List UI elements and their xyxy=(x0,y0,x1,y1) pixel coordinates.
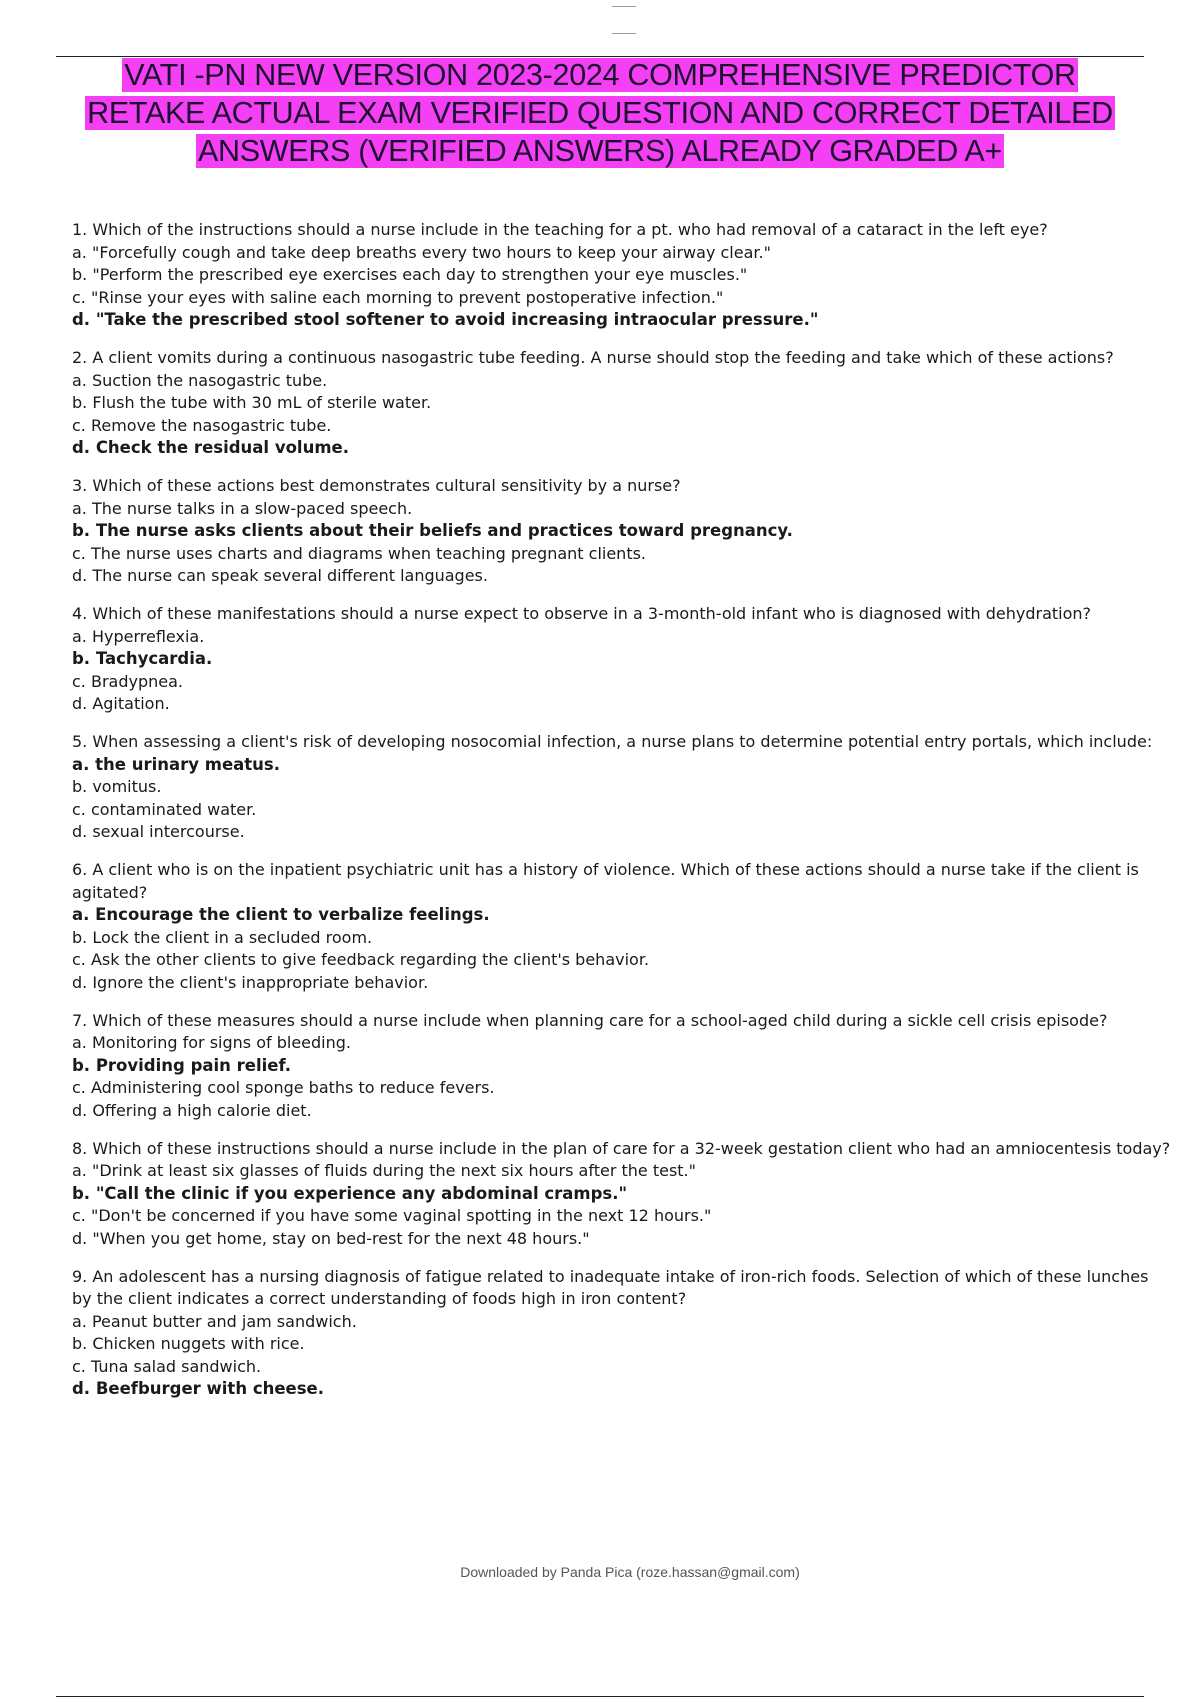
answer-option: b. Chicken nuggets with rice. xyxy=(72,1334,305,1353)
answer-option-correct: b. Tachycardia. xyxy=(72,649,213,668)
answer-option: d. sexual intercourse. xyxy=(72,822,245,841)
question-text: 4. Which of these manifestations should a nurse expect to observe in a 3-month-old infant who is diagnosed with dehydration? xyxy=(72,604,1092,623)
answer-option: c. Bradypnea. xyxy=(72,671,183,691)
question-block xyxy=(72,859,1172,994)
answer-option: d. Agitation. xyxy=(72,694,170,713)
question-text: 8. Which of these instructions should a nurse include in the plan of care for a 32-week gestation client who had an amniocentesis today? xyxy=(72,1138,1171,1158)
answer-option: c. Remove the nasogastric tube. xyxy=(72,415,332,435)
question-text: 6. A client who is on the inpatient psychiatric unit has a history of violence. Which of these actions should a nurse take if the client is agitated? xyxy=(72,860,1139,902)
answer-option: b. "Perform the prescribed eye exercises each day to strengthen your eye muscles." xyxy=(72,265,748,284)
answer-option: c. Tuna salad sandwich. xyxy=(72,1356,262,1376)
question-block xyxy=(72,1266,1172,1401)
answer-option: c. "Rinse your eyes with saline each morning to prevent postoperative infection." xyxy=(72,287,724,307)
question-block xyxy=(72,219,1172,332)
top-mark-line xyxy=(612,33,636,34)
answer-option: a. "Drink at least six glasses of fluids during the next six hours after the test." xyxy=(72,1161,696,1180)
question-block xyxy=(72,1138,1172,1251)
question-block xyxy=(72,347,1172,460)
question-list xyxy=(72,219,1172,1416)
answer-option: a. The nurse talks in a slow-paced speech. xyxy=(72,498,413,518)
answer-option-correct: d. "Take the prescribed stool softener to avoid increasing intraocular pressure." xyxy=(72,310,819,329)
answer-option: a. Monitoring for signs of bleeding. xyxy=(72,1033,351,1052)
question-text: 7. Which of these measures should a nurse include when planning care for a school-aged child during a sickle cell crisis episode? xyxy=(72,1010,1108,1030)
download-footer: Downloaded by Panda Pica (roze.hassan@gmail.com) xyxy=(460,1564,800,1580)
question-text: 1. Which of the instructions should a nurse include in the teaching for a pt. who had removal of a cataract in the left eye? xyxy=(72,220,1048,239)
answer-option: d. Offering a high calorie diet. xyxy=(72,1100,312,1120)
top-mark-line xyxy=(612,6,636,7)
answer-option: d. The nurse can speak several different languages. xyxy=(72,566,488,585)
question-block xyxy=(72,603,1172,716)
answer-option: b. Lock the client in a secluded room. xyxy=(72,927,373,947)
answer-option: c. contaminated water. xyxy=(72,799,257,819)
page-top-marks xyxy=(612,0,642,40)
title-line-1: VATI -PN NEW VERSION 2023-2024 COMPREHENSIVE PREDICTOR xyxy=(124,58,1076,92)
title-line-2: RETAKE ACTUAL EXAM VERIFIED QUESTION AND CORRECT DETAILED xyxy=(87,96,1113,130)
answer-option: c. "Don't be concerned if you have some vaginal spotting in the next 12 hours." xyxy=(72,1206,712,1225)
answer-option: b. vomitus. xyxy=(72,777,162,796)
answer-option: a. Peanut butter and jam sandwich. xyxy=(72,1311,357,1331)
question-text: 5. When assessing a client's risk of developing nosocomial infection, a nurse plans to determine potential entry portals, which include: xyxy=(72,732,1153,751)
footer-rule xyxy=(56,1696,1144,1697)
answer-option: b. Flush the tube with 30 mL of sterile water. xyxy=(72,393,432,412)
question-text: 2. A client vomits during a continuous nasogastric tube feeding. A nurse should stop the feeding and take which of these actions? xyxy=(72,348,1114,367)
question-block xyxy=(72,731,1172,844)
answer-option: c. Ask the other clients to give feedback regarding the client's behavior. xyxy=(72,950,650,969)
answer-option-correct: b. "Call the clinic if you experience any abdominal cramps." xyxy=(72,1183,628,1203)
answer-option-correct: a. the urinary meatus. xyxy=(72,754,281,774)
answer-option: d. Ignore the client's inappropriate behavior. xyxy=(72,972,429,992)
answer-option: c. The nurse uses charts and diagrams when teaching pregnant clients. xyxy=(72,543,647,563)
answer-option: d. "When you get home, stay on bed-rest for the next 48 hours." xyxy=(72,1228,590,1248)
question-text: 9. An adolescent has a nursing diagnosis of fatigue related to inadequate intake of iron-rich foods. Selection of which of these lunches by the client indicates a correct understanding of foods high in iron content? xyxy=(72,1266,1149,1308)
answer-option-correct: b. Providing pain relief. xyxy=(72,1055,292,1075)
answer-option-correct: a. Encourage the client to verbalize feelings. xyxy=(72,905,490,924)
answer-option: a. Hyperreflexia. xyxy=(72,626,205,646)
question-block xyxy=(72,475,1172,588)
answer-option-correct: d. Check the residual volume. xyxy=(72,438,349,457)
answer-option: a. Suction the nasogastric tube. xyxy=(72,370,328,390)
question-text: 3. Which of these actions best demonstrates cultural sensitivity by a nurse? xyxy=(72,476,681,495)
question-block xyxy=(72,1010,1172,1123)
answer-option-correct: d. Beefburger with cheese. xyxy=(72,1379,325,1398)
answer-option: a. "Forcefully cough and take deep breaths every two hours to keep your airway clear." xyxy=(72,242,771,262)
document-title xyxy=(56,56,1144,170)
answer-option-correct: b. The nurse asks clients about their beliefs and practices toward pregnancy. xyxy=(72,521,793,540)
answer-option: c. Administering cool sponge baths to reduce fevers. xyxy=(72,1078,495,1097)
title-line-3: ANSWERS (VERIFIED ANSWERS) ALREADY GRADED A+ xyxy=(197,134,1002,168)
